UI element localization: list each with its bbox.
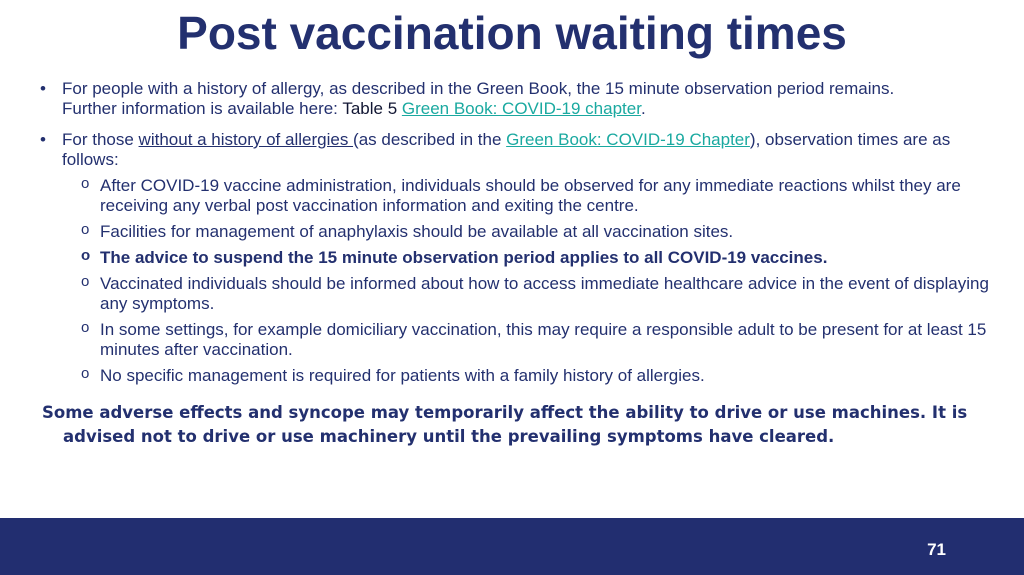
bullet-text: ), observation times are as follows:: [62, 130, 951, 169]
bullet-text: Further information is available here:: [62, 99, 343, 118]
bullet-text: For people with a history of allergy, as described in the Green Book, the 15 minute observation period remains.: [62, 79, 895, 98]
sub-bullet-text: Facilities for management of anaphylaxis should be available at all vaccination sites.: [100, 222, 734, 241]
sub-bullet-observation: [40, 176, 1008, 216]
sub-bullet-text: Vaccinated individuals should be informed about how to access immediate healthcare advice in the event of displaying any symptoms.: [100, 274, 989, 313]
footer-bar: [0, 518, 1024, 575]
sub-bullet-text: After COVID-19 vaccine administration, individuals should be observed for any immediate reactions whilst they are receiving any verbal post vaccination information and exiting the centre.: [100, 176, 961, 215]
slide-content: [40, 79, 1008, 386]
slide-title: Post vaccination waiting times: [177, 7, 847, 59]
sub-bullet-text: The advice to suspend the 15 minute observation period applies to all COVID-19 vaccines.: [100, 248, 828, 267]
bullet-allergy-history: [40, 79, 1008, 119]
sub-bullet-marker: o: [81, 365, 90, 382]
driving-advice-note: [42, 401, 1002, 449]
sub-bullet-anaphylaxis: [40, 222, 1008, 242]
bullet-text: .: [640, 99, 646, 118]
table-reference: Table 5: [342, 99, 402, 118]
sub-bullet-healthcare-advice: [40, 274, 1008, 314]
bullet-no-allergy-history: [40, 130, 1008, 170]
sub-bullet-domiciliary: [40, 320, 1008, 360]
sub-bullet-text: No specific management is required for patients with a family history of allergies.: [100, 366, 705, 385]
sub-bullet-text: In some settings, for example domiciliary vaccination, this may require a responsible adult to be present for at least 15 minutes after vaccination.: [100, 320, 987, 359]
sub-bullet-marker: o: [81, 221, 90, 238]
sub-bullet-marker: o: [81, 175, 90, 192]
sub-bullet-suspend-advice: [40, 248, 1008, 268]
sub-bullet-marker: o: [81, 319, 90, 336]
sub-bullet-marker: o: [81, 273, 90, 290]
note-line: advised not to drive or use machinery until the prevailing symptoms have cleared.: [63, 427, 835, 446]
sub-bullet-marker: o: [81, 247, 91, 264]
bullet-marker: •: [40, 130, 46, 149]
sub-bullet-family-history: [40, 366, 1008, 386]
green-book-chapter-link[interactable]: Green Book: COVID-19 chapter: [401, 99, 641, 118]
page-number: 71: [927, 540, 946, 559]
note-line: Some adverse effects and syncope may temporarily affect the ability to drive or use machines. It is: [42, 403, 968, 422]
underlined-text: without a history of allergies: [138, 130, 354, 149]
green-book-chapter-link[interactable]: Green Book: COVID-19 Chapter: [506, 130, 750, 149]
bullet-marker: •: [40, 79, 46, 98]
bullet-text: For those: [62, 130, 139, 149]
bullet-text: (as described in the: [353, 130, 507, 149]
